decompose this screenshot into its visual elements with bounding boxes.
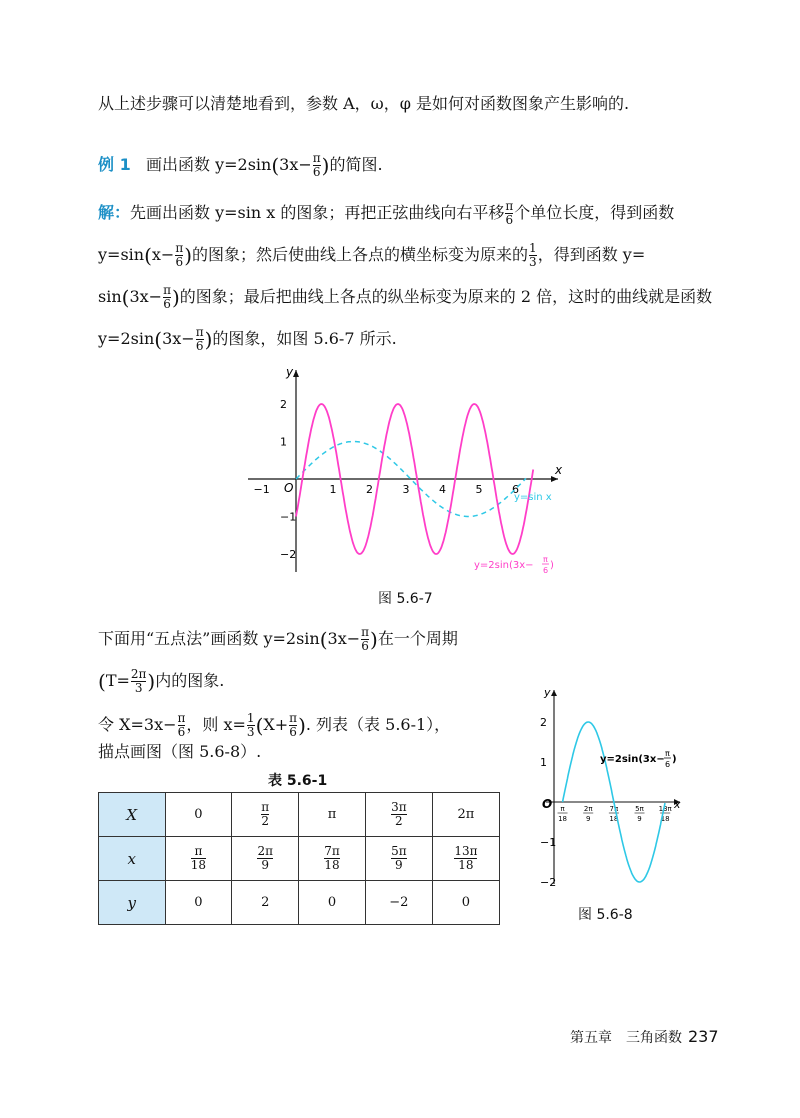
solution-line-4: y=2sin(3x− $\frac{\pi}{6}$ )的图象，如图 5.6-7 所示. xyxy=(98,325,397,353)
x-tick-label: 18 xyxy=(609,815,619,823)
y-tick-label: −2 xyxy=(540,876,557,889)
intro-paragraph: 从上述步骤可以清楚地看到，参数 A，ω，φ 是如何对函数图象产生影响的. xyxy=(98,94,630,113)
table-header-cell: x xyxy=(99,837,166,881)
table-header-cell: X xyxy=(99,793,166,837)
x-tick-label: 2 xyxy=(366,483,373,496)
example-label: 例 1 xyxy=(98,155,131,174)
x-tick-label: 13π xyxy=(658,805,672,813)
table-cell: $\frac{\pi}{2}$ xyxy=(232,793,299,837)
table-cell: $\frac{5\pi}{9}$ xyxy=(365,837,432,881)
let-text: ，则 x= xyxy=(186,715,246,734)
example-line: 例 1 画出函数 y=2sin(3x− $\frac{\pi}{6}$ )的简图. xyxy=(98,151,383,179)
x-tick-label: 18 xyxy=(660,815,670,823)
curve-label-close: ) xyxy=(672,754,677,765)
y-tick-label: −2 xyxy=(280,548,297,561)
frac-pi-6: $\frac{\pi}{6}$ xyxy=(312,151,321,179)
table-row xyxy=(99,837,500,881)
let-line-2: 描点画图（图 5.6-8）. xyxy=(98,742,262,761)
main-curve-label-close: ) xyxy=(550,560,554,571)
five-point-text: 3x− xyxy=(327,629,361,648)
x-tick-label: 9 xyxy=(585,815,591,823)
solution-line-3: sin(3x− $\frac{\pi}{6}$ )的图象；最后把曲线上各点的纵坐标变为原来的 2 倍，这时的曲线就是函数 xyxy=(98,283,713,311)
table-cell: 0 xyxy=(165,881,232,925)
solution-text: y=2sin xyxy=(98,329,155,348)
solution-text: 的图象，如图 5.6-7 所示. xyxy=(212,329,397,348)
solution-text: 个单位长度，得到函数 xyxy=(514,203,675,222)
table-header-cell: y xyxy=(99,881,166,925)
figure-5-6-8 xyxy=(530,684,700,894)
solution-text: 3x− xyxy=(129,287,163,306)
figure-5-6-7-caption: 图 5.6-7 xyxy=(378,591,433,607)
period-text: 内的图象. xyxy=(155,671,225,690)
solution-text: sin xyxy=(98,287,122,306)
table-cell: $\frac{3\pi}{2}$ xyxy=(365,793,432,837)
x-tick-label: 9 xyxy=(637,815,642,823)
frac-pi-6: $\frac{\pi}{6}$ xyxy=(505,199,514,227)
y-axis-arrow-icon xyxy=(551,690,557,696)
let-text: X+ xyxy=(263,715,289,734)
frac-pi-6: $\frac{\pi}{6}$ xyxy=(163,283,171,311)
table-cell: 2 xyxy=(232,881,299,925)
table-cell: π xyxy=(299,793,366,837)
main-curve-label-frac-num: π xyxy=(543,555,548,564)
frac-pi-6: $\frac{\pi}{6}$ xyxy=(195,325,204,353)
example-inner: 3x− xyxy=(279,155,312,174)
main-curve-label-frac-den: 6 xyxy=(543,566,549,575)
y-tick-label: 1 xyxy=(280,435,287,449)
x-tick-label: 5 xyxy=(475,483,483,496)
page-number: 237 xyxy=(688,1027,719,1046)
x-tick-label: 2π xyxy=(583,805,593,813)
solution-text: ，得到函数 y= xyxy=(537,245,646,264)
sin-curve-label: y=sin x xyxy=(514,492,552,503)
curve-label-frac-num: π xyxy=(665,749,670,758)
frac-1-3: $\frac{1}{3}$ xyxy=(529,241,537,269)
x-tick-label: −1 xyxy=(253,483,270,496)
solution-line-2: y=sin(x− $\frac{\pi}{6}$ )的图象；然后使曲线上各点的横坐标变为原来的 $\frac{1}{3}$ ，得到函数 y= xyxy=(98,241,646,269)
origin-label: O xyxy=(542,797,553,811)
table-cell: $\frac{\pi}{18}$ xyxy=(165,837,232,881)
y-tick-label: −1 xyxy=(280,510,297,524)
table-cell: $\frac{13\pi}{18}$ xyxy=(432,837,499,881)
let-text: 令 X=3x− xyxy=(98,715,177,734)
y-axis-label: y xyxy=(544,686,551,699)
table-cell: 2π xyxy=(432,793,499,837)
table-cell: $\frac{2\pi}{9}$ xyxy=(232,837,299,881)
table-title: 表 5.6-1 xyxy=(268,773,328,789)
x-axis-label: x xyxy=(555,463,563,477)
figure-5-6-7 xyxy=(230,362,570,584)
x-tick-label: 3 xyxy=(402,483,410,496)
period-text: T= xyxy=(105,671,130,690)
values-table xyxy=(98,792,500,925)
x-tick-label: 7π xyxy=(609,805,619,813)
table-row xyxy=(99,793,500,837)
chapter-title: 第五章 三角函数 xyxy=(570,1030,682,1046)
solution-text: y=sin xyxy=(98,245,145,264)
solution-line-1 xyxy=(98,200,674,227)
x-axis-label: x xyxy=(674,798,681,811)
table-cell: $\frac{7\pi}{18}$ xyxy=(299,837,366,881)
let-line: 令 X=3x− $\frac{\pi}{6}$ ，则 x= $\frac{1}{3}$ (X+ $\frac{\pi}{6}$ ). 列表（表 5.6-1）， xyxy=(98,711,451,739)
y-tick-label: 2 xyxy=(540,716,547,729)
frac-2pi-3: $\frac{2\pi}{3}$ xyxy=(130,667,147,695)
y-tick-label: 2 xyxy=(280,398,287,411)
five-point-line-2: (T= $\frac{2\pi}{3}$ )内的图象. xyxy=(98,667,225,695)
table-cell: 0 xyxy=(432,881,499,925)
example-tail: 的简图. xyxy=(329,155,383,174)
curve-label-frac-den: 6 xyxy=(665,760,671,769)
solution-text: x− xyxy=(151,245,175,264)
five-point-line: 下面用“五点法”画函数 y=2sin(3x− $\frac{\pi}{6}$ )在一个周期 xyxy=(98,625,458,653)
solution-text: 的图象；最后把曲线上各点的纵坐标变为原来的 2 倍，这时的曲线就是函数 xyxy=(179,287,713,306)
table-cell: 0 xyxy=(299,881,366,925)
x-tick-label: π xyxy=(560,805,565,813)
y-axis-arrow-icon xyxy=(293,370,299,377)
x-tick-label: 18 xyxy=(558,815,568,823)
x-tick-label: 6 xyxy=(512,483,519,496)
table-cell: 0 xyxy=(165,793,232,837)
y-tick-label: 1 xyxy=(540,756,547,769)
x-tick-label: 1 xyxy=(329,483,337,496)
five-point-text: 在一个周期 xyxy=(377,629,458,648)
origin-label: O xyxy=(284,481,294,495)
frac-pi-6: $\frac{\pi}{6}$ xyxy=(175,241,184,269)
frac-pi-6: $\frac{\pi}{6}$ xyxy=(289,711,298,739)
x-tick-label: 5π xyxy=(635,805,644,813)
five-point-text: 下面用“五点法”画函数 y=2sin xyxy=(98,629,320,648)
solution-text: 先画出函数 y=sin x 的图象；再把正弦曲线向右平移 xyxy=(130,203,505,222)
main-curve-label: y=2sin(3x− xyxy=(474,560,534,571)
frac-pi-6: $\frac{\pi}{6}$ xyxy=(177,711,186,739)
let-text: . 列表（表 5.6-1）， xyxy=(305,715,451,734)
example-text: 画出函数 y=2sin xyxy=(145,155,272,174)
solution-text: 的图象；然后使曲线上各点的横坐标变为原来的 xyxy=(192,245,529,264)
solution-label: 解： xyxy=(98,203,131,222)
curve-label: y=2sin(3x− xyxy=(600,754,665,765)
y-axis-label: y xyxy=(286,365,294,379)
table-row xyxy=(99,881,500,925)
figure-5-6-8-caption: 图 5.6-8 xyxy=(578,907,633,923)
y-tick-label: −1 xyxy=(540,836,557,849)
solution-text: 3x− xyxy=(162,329,195,348)
x-tick-label: 4 xyxy=(439,483,446,496)
table-cell: −2 xyxy=(365,881,432,925)
frac-1-3: $\frac{1}{3}$ xyxy=(246,711,255,739)
frac-pi-6: $\frac{\pi}{6}$ xyxy=(361,625,370,653)
page-footer xyxy=(570,1027,719,1047)
